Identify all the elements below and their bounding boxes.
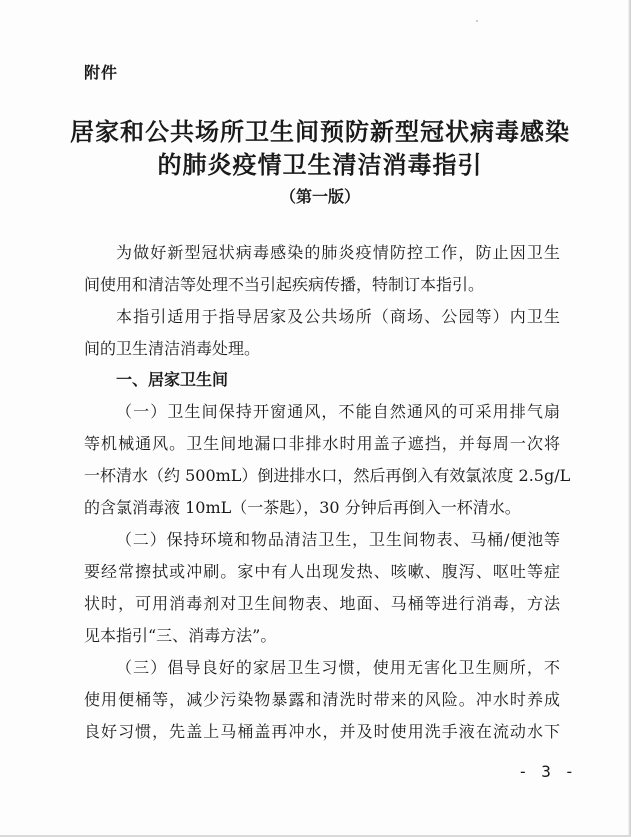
body-line: 状时，可用消毒剂对卫生间物表、地面、马桶等进行消毒，方法	[84, 594, 560, 613]
body-line: （二）保持环境和物品清洁卫生，卫生间物表、马桶/便池等	[116, 530, 560, 549]
body-line: 良好习惯，先盖上马桶盖再冲水，并及时使用洗手液在流动水下	[84, 722, 560, 741]
document-title-line-1: 居家和公共场所卫生间预防新型冠状病毒感染	[70, 117, 570, 146]
body-line: 间使用和清洁等处理不当引起疾病传播，特制订本指引。	[84, 275, 485, 294]
body-line: 要经常擦拭或冲刷。家中有人出现发热、咳嗽、腹泻、呕吐等症	[84, 562, 560, 581]
body-line: （三）倡导良好的家居卫生习惯，使用无害化卫生厕所，不	[116, 658, 560, 677]
body-line: 一杯清水（约 500mL）倒进排水口，然后再倒入有效氯浓度 2.5g/L	[84, 466, 571, 485]
body-line: 使用便桶等，减少污染物暴露和清洗时带来的风险。冲水时养成	[84, 690, 560, 709]
body-line: 的含氯消毒液 10mL（一茶匙），30 分钟后再倒入一杯清水。	[84, 498, 521, 517]
edition-label: （第一版）	[279, 187, 360, 206]
body-line: 等机械通风。卫生间地漏口非排水时用盖子遮挡，并每周一次将	[84, 434, 560, 453]
body-line: 为做好新型冠状病毒感染的肺炎疫情防控工作，防止因卫生	[116, 243, 560, 262]
scan-speck	[476, 20, 478, 22]
body-line: （一）卫生间保持开窗通风，不能自然通风的可采用排气扇	[116, 402, 560, 421]
document-title-line-2: 的肺炎疫情卫生清洁消毒指引	[157, 150, 483, 179]
body-line: 间的卫生清洁消毒处理。	[84, 339, 261, 358]
attachment-label: 附件	[84, 63, 119, 82]
page-number: - 3 -	[518, 762, 577, 781]
section-heading-home-toilet: 一、居家卫生间	[116, 370, 229, 389]
body-line: 本指引适用于指导居家及公共场所（商场、公园等）内卫生	[116, 307, 560, 326]
body-line: 见本指引“三、消毒方法”。	[84, 626, 277, 645]
